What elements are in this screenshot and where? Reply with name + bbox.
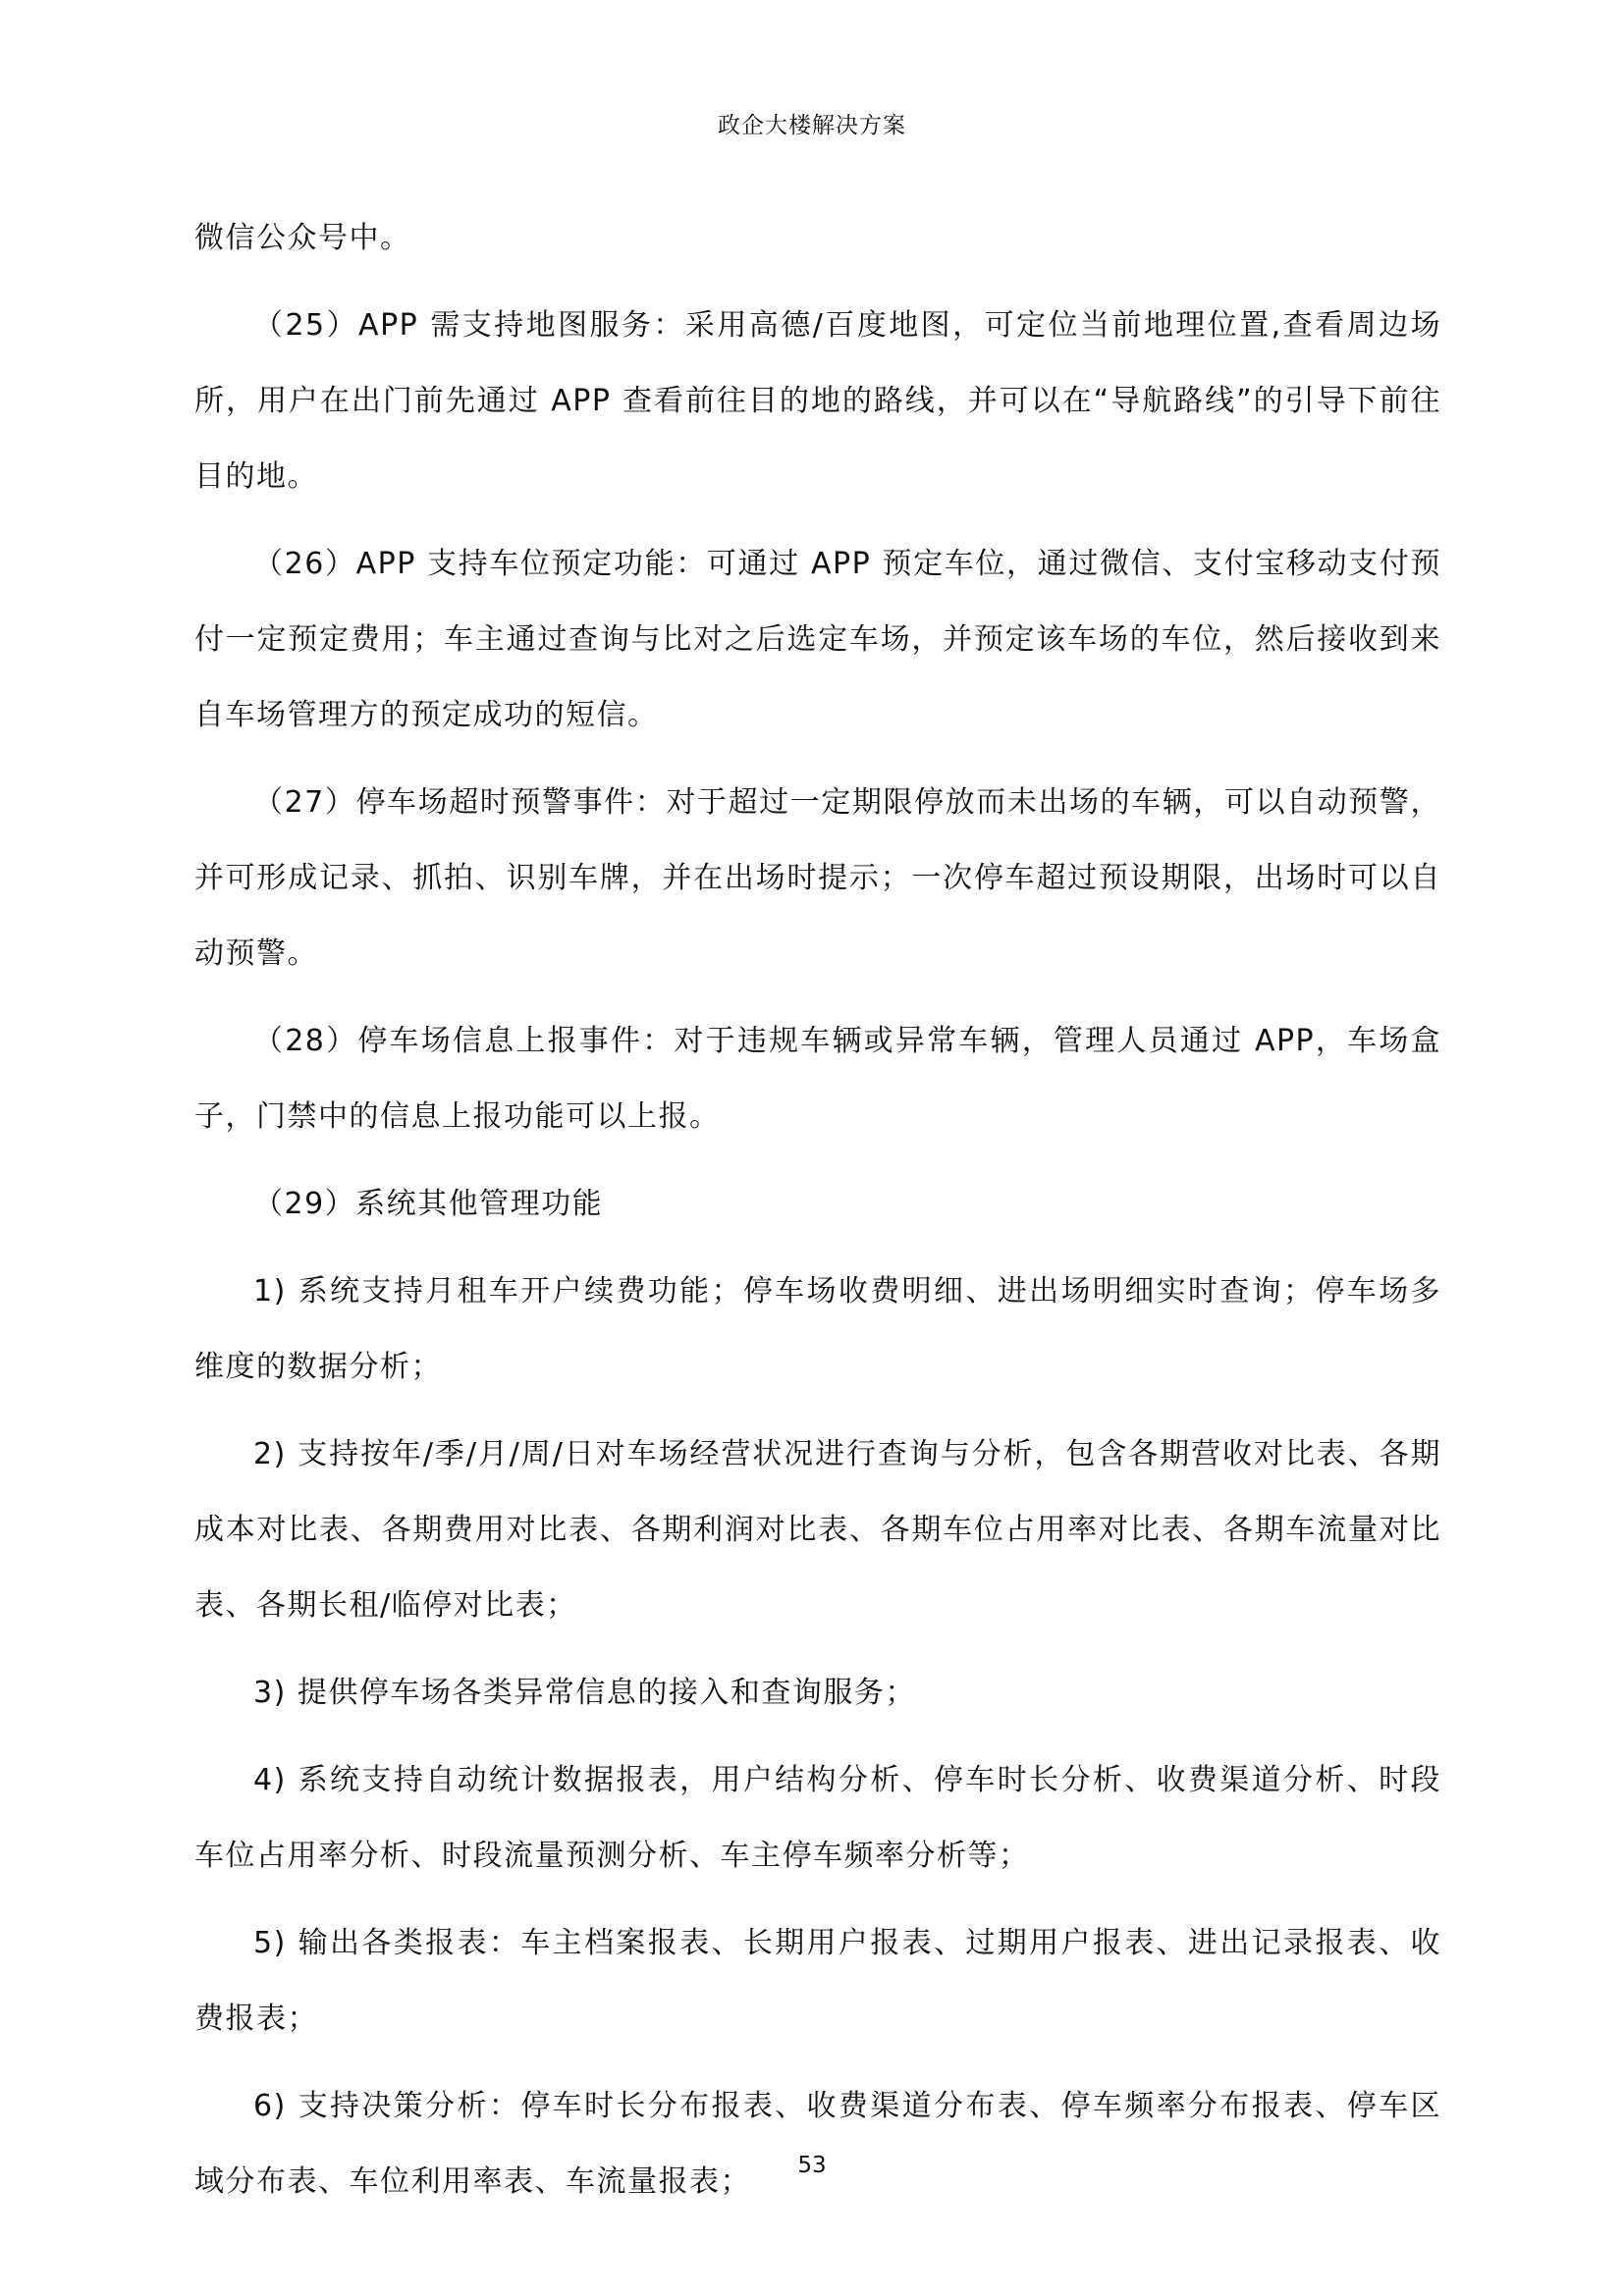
list-item-4: 4) 系统支持自动统计数据报表，用户结构分析、停车时长分析、收费渠道分析、时段车位占用率分析、时段流量预测分析、车主停车频率分析等； (194, 1763, 1441, 1873)
paragraph-item-25: （25）APP 需支持地图服务：采用高德/百度地图，可定位当前地理位置,查看周边场所，用户在出门前先通过 APP 查看前往目的地的路线，并可以在“导航路线”的引导下前往目的地。 (194, 308, 1441, 494)
paragraph-item-29-heading: （29）系统其他管理功能 (253, 1187, 604, 1221)
list-item-1: 1) 系统支持月租车开户续费功能；停车场收费明细、进出场明细实时查询；停车场多维度的数据分析； (194, 1274, 1441, 1384)
list-item-6: 6) 支持决策分析：停车时长分布报表、收费渠道分布表、停车频率分布报表、停车区域分布表、车位利用率表、车流量报表； (194, 2089, 1441, 2199)
paragraph-item-26: （26）APP 支持车位预定功能：可通过 APP 预定车位，通过微信、支付宝移动支付预付一定预定费用；车主通过查询与比对之后选定车场，并预定该车场的车位，然后接收到来自车场管理方的预定成功的短信。 (194, 547, 1441, 732)
paragraph-item-28: （28）停车场信息上报事件：对于违规车辆或异常车辆，管理人员通过 APP，车场盒子，门禁中的信息上报功能可以上报。 (194, 1024, 1441, 1134)
list-item-3: 3) 提供停车场各类异常信息的接入和查询服务； (253, 1676, 916, 1710)
list-item-2: 2) 支持按年/季/月/周/日对车场经营状况进行查询与分析，包含各期营收对比表、各期成本对比表、各期费用对比表、各期利润对比表、各期车位占用率对比表、各期车流量对比表、各期长租/临停对比表； (194, 1437, 1441, 1623)
paragraph-item-27: （27）停车场超时预警事件：对于超过一定期限停放而未出场的车辆，可以自动预警，并可形成记录、抓拍、识别车牌，并在出场时提示；一次停车超过预设期限，出场时可以自动预警。 (194, 785, 1441, 971)
document-body (194, 200, 1441, 2231)
paragraph-continuation: 微信公众号中。 (194, 221, 411, 255)
list-item-5: 5) 输出各类报表：车主档案报表、长期用户报表、过期用户报表、进出记录报表、收费报表； (194, 1926, 1441, 2036)
page-number: 53 (797, 2153, 827, 2178)
page-header: 政企大楼解决方案 (718, 113, 906, 138)
